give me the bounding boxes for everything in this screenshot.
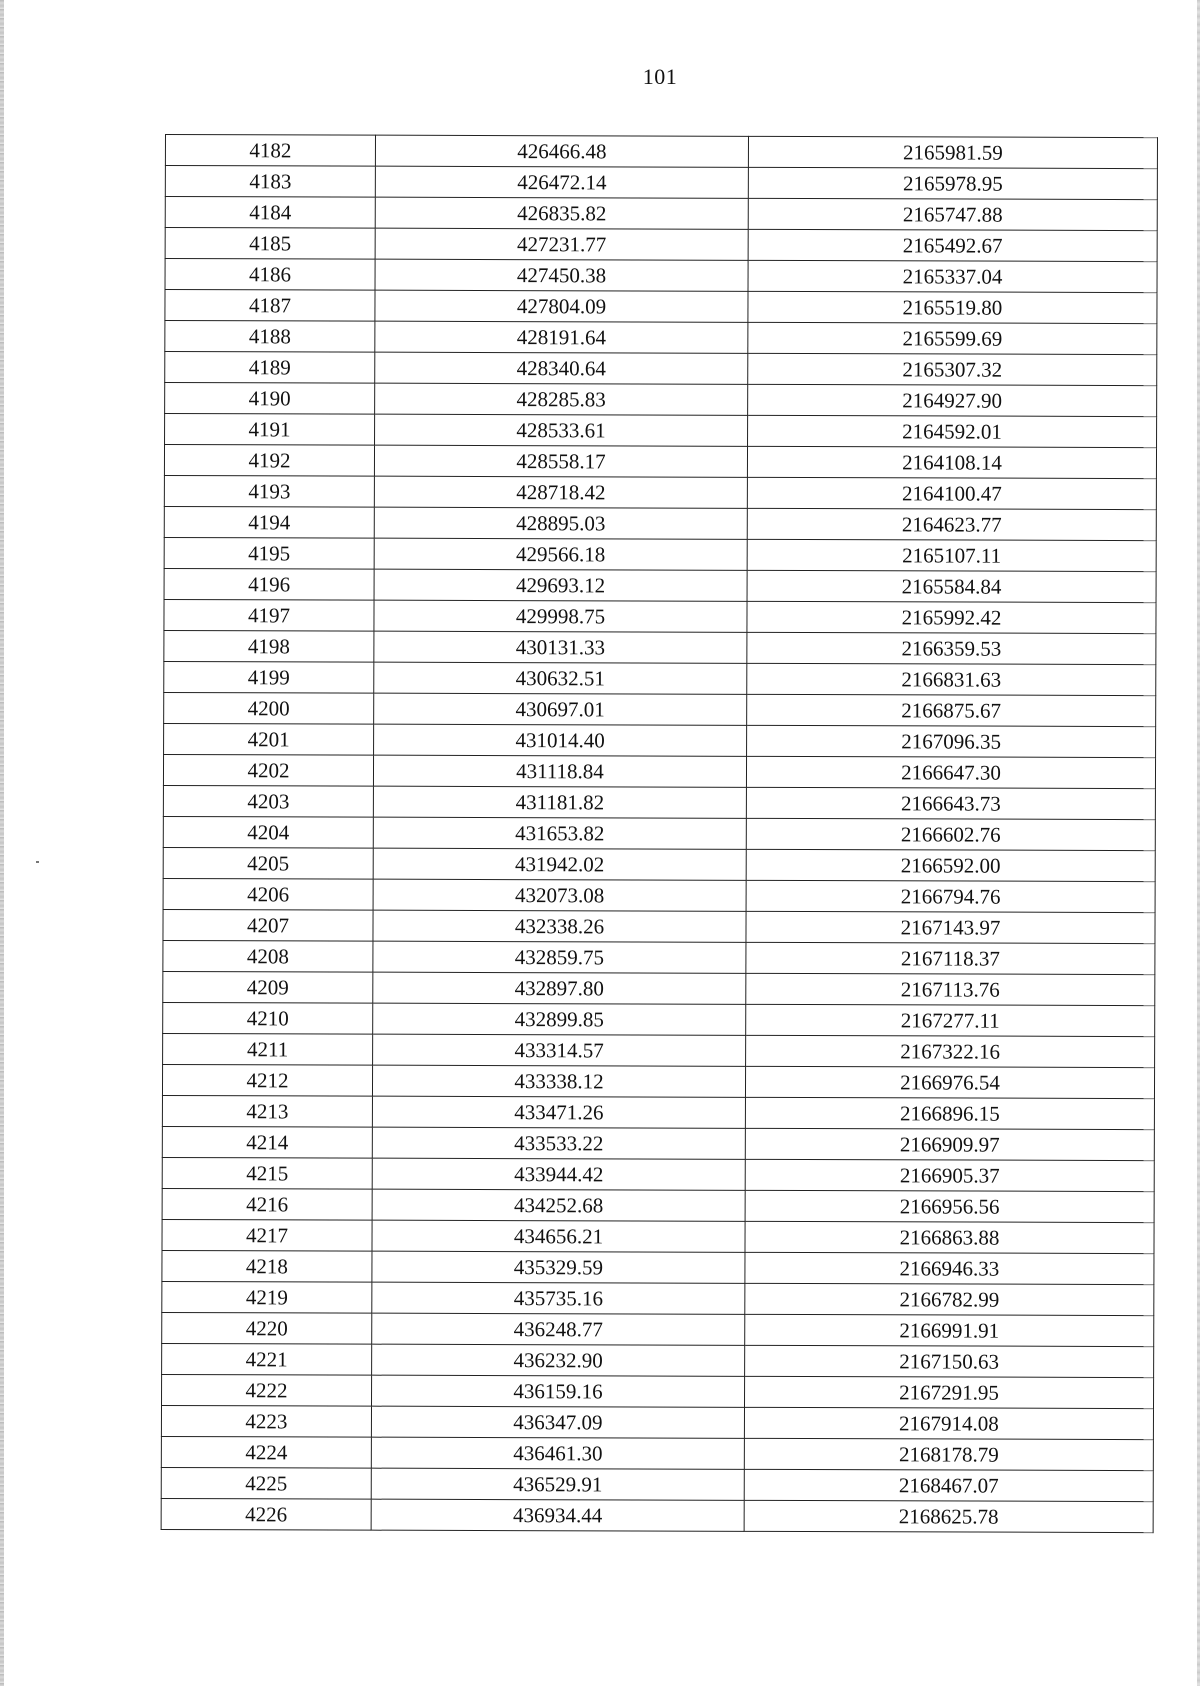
point-number-cell: 4188 [165, 321, 375, 353]
table-row [165, 352, 1157, 386]
table-row [164, 599, 1156, 633]
table-row [163, 971, 1155, 1005]
y-coordinate-cell: 2166909.97 [745, 1128, 1154, 1160]
y-coordinate-cell: 2166976.54 [745, 1066, 1154, 1098]
y-coordinate-cell: 2166794.76 [746, 880, 1155, 912]
y-coordinate-cell: 2164108.14 [747, 446, 1156, 478]
point-number-cell: 4226 [161, 1498, 371, 1530]
y-coordinate-cell: 2167277.11 [746, 1004, 1155, 1036]
table-row [162, 1157, 1154, 1191]
x-coordinate-cell: 428895.03 [374, 507, 747, 539]
point-number-cell: 4187 [165, 290, 375, 322]
point-number-cell: 4210 [163, 1002, 373, 1034]
y-coordinate-cell: 2167096.35 [747, 725, 1156, 757]
x-coordinate-cell: 435735.16 [372, 1282, 745, 1314]
y-coordinate-cell: 2167322.16 [746, 1035, 1155, 1067]
y-coordinate-cell: 2166602.76 [746, 818, 1155, 850]
x-coordinate-cell: 430697.01 [374, 693, 747, 725]
y-coordinate-cell: 2166905.37 [745, 1159, 1154, 1191]
table-row [165, 166, 1157, 200]
x-coordinate-cell: 429566.18 [374, 538, 747, 570]
point-number-cell: 4185 [165, 228, 375, 260]
point-number-cell: 4196 [164, 568, 374, 600]
table-row [161, 1436, 1153, 1470]
y-coordinate-cell: 2165584.84 [747, 570, 1156, 602]
point-number-cell: 4207 [163, 909, 373, 941]
scan-left-edge [0, 0, 4, 1686]
x-coordinate-cell: 431942.02 [373, 848, 746, 880]
x-coordinate-cell: 431181.82 [373, 786, 746, 818]
point-number-cell: 4186 [165, 259, 375, 291]
x-coordinate-cell: 428718.42 [374, 476, 747, 508]
table-row [161, 1467, 1153, 1501]
x-coordinate-cell: 428558.17 [374, 445, 747, 477]
table-row [165, 197, 1157, 231]
x-coordinate-cell: 434656.21 [372, 1220, 745, 1252]
table-row [162, 1343, 1154, 1377]
point-number-cell: 4199 [164, 661, 374, 693]
point-number-cell: 4205 [163, 847, 373, 879]
table-row [163, 1033, 1155, 1067]
table-row [164, 506, 1156, 540]
y-coordinate-cell: 2164592.01 [748, 415, 1157, 447]
y-coordinate-cell: 2166643.73 [746, 787, 1155, 819]
point-number-cell: 4192 [164, 445, 374, 477]
x-coordinate-cell: 433471.26 [372, 1096, 745, 1128]
x-coordinate-cell: 434252.68 [372, 1189, 745, 1221]
point-number-cell: 4193 [164, 475, 374, 507]
table-row [164, 661, 1156, 695]
y-coordinate-cell: 2166991.91 [745, 1314, 1154, 1346]
y-coordinate-cell: 2166946.33 [745, 1252, 1154, 1284]
x-coordinate-cell: 436461.30 [371, 1437, 744, 1469]
x-coordinate-cell: 436934.44 [371, 1499, 744, 1531]
y-coordinate-cell: 2165599.69 [748, 322, 1157, 354]
x-coordinate-cell: 427450.38 [375, 259, 748, 291]
point-number-cell: 4213 [162, 1095, 372, 1127]
x-coordinate-cell: 432897.80 [373, 972, 746, 1004]
x-coordinate-cell: 430131.33 [374, 631, 747, 663]
y-coordinate-cell: 2167143.97 [746, 911, 1155, 943]
x-coordinate-cell: 436347.09 [371, 1406, 744, 1438]
x-coordinate-cell: 436159.16 [372, 1375, 745, 1407]
table-row [164, 445, 1156, 479]
table-row [165, 321, 1157, 355]
x-coordinate-cell: 432338.26 [373, 910, 746, 942]
x-coordinate-cell: 429998.75 [374, 600, 747, 632]
x-coordinate-cell: 430632.51 [374, 662, 747, 694]
y-coordinate-cell: 2168625.78 [744, 1500, 1153, 1532]
table-row [163, 1002, 1155, 1036]
y-coordinate-cell: 2167150.63 [745, 1345, 1154, 1377]
point-number-cell: 4219 [162, 1281, 372, 1313]
table-row [162, 1250, 1154, 1284]
point-number-cell: 4217 [162, 1219, 372, 1251]
point-number-cell: 4190 [165, 383, 375, 415]
x-coordinate-cell: 433533.22 [372, 1127, 745, 1159]
table-row [165, 259, 1157, 293]
table-row [162, 1281, 1154, 1315]
page-number: 101 [642, 64, 678, 89]
table-row [163, 754, 1155, 788]
x-coordinate-cell: 432859.75 [373, 941, 746, 973]
table-row [165, 290, 1157, 324]
x-coordinate-cell: 428191.64 [375, 321, 748, 353]
point-number-cell: 4204 [163, 816, 373, 848]
x-coordinate-cell: 436529.91 [371, 1468, 744, 1500]
x-coordinate-cell: 428285.83 [375, 383, 748, 415]
x-coordinate-cell: 426835.82 [375, 197, 748, 229]
point-number-cell: 4212 [162, 1064, 372, 1096]
y-coordinate-cell: 2168178.79 [744, 1438, 1153, 1470]
point-number-cell: 4195 [164, 537, 374, 569]
table-row [163, 816, 1155, 850]
x-coordinate-cell: 431014.40 [374, 724, 747, 756]
y-coordinate-cell: 2168467.07 [744, 1469, 1153, 1501]
x-coordinate-cell: 428533.61 [375, 414, 748, 446]
coordinate-table [161, 134, 1158, 1533]
x-coordinate-cell: 433944.42 [372, 1158, 745, 1190]
x-coordinate-cell: 426472.14 [375, 166, 748, 198]
y-coordinate-cell: 2166831.63 [747, 663, 1156, 695]
point-number-cell: 4215 [162, 1157, 372, 1189]
point-number-cell: 4216 [162, 1188, 372, 1220]
table-row [162, 1064, 1154, 1098]
table-row [161, 1498, 1153, 1532]
y-coordinate-cell: 2165337.04 [748, 260, 1157, 292]
x-coordinate-cell: 436232.90 [372, 1344, 745, 1376]
y-coordinate-cell: 2166647.30 [746, 756, 1155, 788]
point-number-cell: 4189 [165, 352, 375, 384]
x-coordinate-cell: 432073.08 [373, 879, 746, 911]
point-number-cell: 4202 [163, 754, 373, 786]
coordinate-table-body [161, 135, 1157, 1533]
x-coordinate-cell: 427804.09 [375, 290, 748, 322]
point-number-cell: 4183 [165, 166, 375, 198]
table-row [165, 414, 1157, 448]
point-number-cell: 4209 [163, 971, 373, 1003]
table-row [164, 475, 1156, 509]
x-coordinate-cell: 435329.59 [372, 1251, 745, 1283]
point-number-cell: 4220 [162, 1312, 372, 1344]
point-number-cell: 4222 [162, 1374, 372, 1406]
table-row [163, 847, 1155, 881]
y-coordinate-cell: 2165492.67 [748, 229, 1157, 261]
x-coordinate-cell: 433338.12 [372, 1065, 745, 1097]
x-coordinate-cell: 426466.48 [375, 135, 748, 167]
point-number-cell: 4184 [165, 197, 375, 229]
y-coordinate-cell: 2165107.11 [747, 539, 1156, 571]
x-coordinate-cell: 432899.85 [373, 1003, 746, 1035]
y-coordinate-cell: 2167118.37 [746, 942, 1155, 974]
table-row [163, 909, 1155, 943]
y-coordinate-cell: 2166875.67 [747, 694, 1156, 726]
point-number-cell: 4214 [162, 1126, 372, 1158]
y-coordinate-cell: 2166863.88 [745, 1221, 1154, 1253]
y-coordinate-cell: 2164100.47 [747, 477, 1156, 509]
table-row [163, 878, 1155, 912]
x-coordinate-cell: 436248.77 [372, 1313, 745, 1345]
y-coordinate-cell: 2164927.90 [748, 384, 1157, 416]
table-row [162, 1188, 1154, 1222]
y-coordinate-cell: 2167113.76 [746, 973, 1155, 1005]
table-row [162, 1312, 1154, 1346]
point-number-cell: 4218 [162, 1250, 372, 1282]
table-row [164, 537, 1156, 571]
y-coordinate-cell: 2165981.59 [748, 136, 1157, 168]
point-number-cell: 4203 [163, 785, 373, 817]
y-coordinate-cell: 2165747.88 [748, 198, 1157, 230]
table-row [164, 692, 1156, 726]
table-row [162, 1095, 1154, 1129]
table-row [162, 1126, 1154, 1160]
y-coordinate-cell: 2166359.53 [747, 632, 1156, 664]
table-row [163, 940, 1155, 974]
table-row [164, 630, 1156, 664]
x-coordinate-cell: 429693.12 [374, 569, 747, 601]
table-row [164, 723, 1156, 757]
y-coordinate-cell: 2167914.08 [744, 1407, 1153, 1439]
x-coordinate-cell: 428340.64 [375, 352, 748, 384]
x-coordinate-cell: 431653.82 [373, 817, 746, 849]
y-coordinate-cell: 2166956.56 [745, 1190, 1154, 1222]
point-number-cell: 4194 [164, 506, 374, 538]
point-number-cell: 4224 [161, 1436, 371, 1468]
table-row [161, 1405, 1153, 1439]
y-coordinate-cell: 2164623.77 [747, 508, 1156, 540]
y-coordinate-cell: 2166896.15 [745, 1097, 1154, 1129]
point-number-cell: 4191 [165, 414, 375, 446]
point-number-cell: 4211 [163, 1033, 373, 1065]
point-number-cell: 4221 [162, 1343, 372, 1375]
y-coordinate-cell: 2166592.00 [746, 849, 1155, 881]
y-coordinate-cell: 2166782.99 [745, 1283, 1154, 1315]
table-row [165, 135, 1157, 169]
y-coordinate-cell: 2165307.32 [748, 353, 1157, 385]
table-row [165, 228, 1157, 262]
table-row [165, 383, 1157, 417]
point-number-cell: 4206 [163, 878, 373, 910]
point-number-cell: 4201 [164, 723, 374, 755]
point-number-cell: 4182 [165, 135, 375, 167]
table-row [162, 1219, 1154, 1253]
scan-speck [36, 861, 39, 863]
point-number-cell: 4225 [161, 1467, 371, 1499]
y-coordinate-cell: 2165519.80 [748, 291, 1157, 323]
x-coordinate-cell: 433314.57 [373, 1034, 746, 1066]
y-coordinate-cell: 2165992.42 [747, 601, 1156, 633]
point-number-cell: 4208 [163, 940, 373, 972]
point-number-cell: 4198 [164, 630, 374, 662]
point-number-cell: 4200 [164, 692, 374, 724]
table-row [162, 1374, 1154, 1408]
point-number-cell: 4197 [164, 599, 374, 631]
y-coordinate-cell: 2167291.95 [745, 1376, 1154, 1408]
y-coordinate-cell: 2165978.95 [748, 167, 1157, 199]
x-coordinate-cell: 431118.84 [373, 755, 746, 787]
point-number-cell: 4223 [161, 1405, 371, 1437]
table-row [163, 785, 1155, 819]
x-coordinate-cell: 427231.77 [375, 228, 748, 260]
table-row [164, 568, 1156, 602]
